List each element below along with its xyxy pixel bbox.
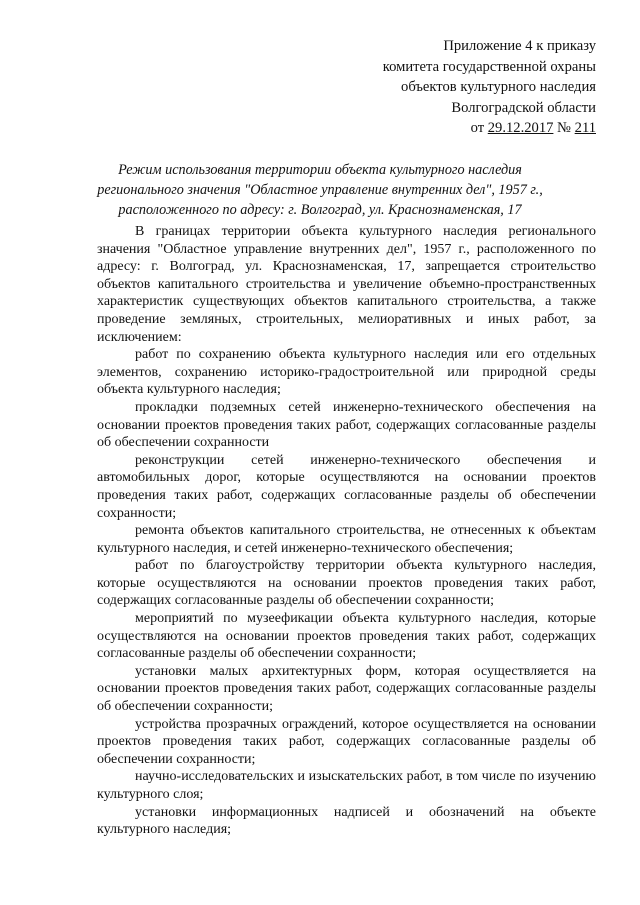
order-date-number-line bbox=[383, 118, 596, 139]
paragraph-item: научно-исследовательских и изыскательских работ, в том числе по изучению культурного слоя; bbox=[97, 769, 596, 802]
appendix-line-2: комитета государственной охраны bbox=[382, 58, 596, 75]
paragraph-item: работ по сохранению объекта культурного наследия или его отдельных элементов, сохранению историко-градостроительной или природной среды объекта культурного наследия; bbox=[97, 347, 596, 398]
paragraph-item: ремонта объектов капитального строительства, не отнесенных к объектам культурного наследия, и сетей инженерно-технического обеспечения; bbox=[97, 523, 596, 556]
appendix-header bbox=[383, 36, 596, 139]
order-date: 29.12.2017 bbox=[487, 120, 554, 136]
paragraph-item: установки малых архитектурных форм, которая осуществляется на основании проектов проведения таких работ, содержащих согласованные разделы об обеспечении сохранности; bbox=[97, 663, 596, 715]
title-line-2: регионального значения "Областное управление внутренних дел", 1957 г., bbox=[97, 182, 543, 198]
paragraph-item: работ по благоустройству территории объекта культурного наследия, которые осуществляются на основании проектов проведения таких работ, содержащих согласованные разделы об обеспечении сохранности; bbox=[97, 558, 596, 609]
paragraph-item: реконструкции сетей инженерно-технического обеспечения и автомобильных дорог, которые осуществляются на основании проектов проведения таких работ, содержащих согласованные разделы об обеспечении сохранности; bbox=[97, 452, 596, 521]
document-body bbox=[97, 223, 596, 839]
date-prefix: от bbox=[470, 120, 488, 136]
title-line-1: Режим использования территории объекта культурного наследия bbox=[118, 162, 522, 178]
document-title bbox=[70, 160, 570, 220]
appendix-line-4: Волгоградской области bbox=[451, 99, 596, 116]
number-sign: № bbox=[553, 120, 575, 136]
appendix-line-3: объектов культурного наследия bbox=[401, 79, 596, 95]
paragraph-item: мероприятий по музеефикации объекта культурного наследия, которые осуществляются на основании проектов проведения таких работ, содержащих согласованные разделы об обеспечении сохранности; bbox=[97, 611, 596, 662]
order-number: 211 bbox=[574, 120, 596, 136]
paragraph-item: установки информационных надписей и обозначений на объекте культурного наследия; bbox=[97, 804, 596, 838]
title-line-3: расположенного по адресу: г. Волгоград, ул. Краснознаменская, 17 bbox=[118, 202, 522, 218]
paragraph-item: прокладки подземных сетей инженерно-технического обеспечения на основании проектов проведения таких работ, содержащих согласованные разделы об обеспечении сохранности bbox=[97, 399, 596, 451]
paragraph-item: устройства прозрачных ограждений, которое осуществляется на основании проектов проведения таких работ, содержащих согласованные разделы об обеспечении сохранности; bbox=[97, 716, 596, 767]
appendix-line-1: Приложение 4 к приказу bbox=[443, 38, 596, 54]
paragraph-intro: В границах территории объекта культурного наследия регионального значения "Областное управление внутренних дел", 1957 г., расположенного по адресу: г. Волгоград, ул. Краснознаменская, 17, запрещается строительство объектов капитального строительства и увеличение объемно-пространственных характеристик существующих объектов капитального строительства, а также проведение земляных, строительных, мелиоративных и иных работ, за исключением: bbox=[97, 224, 596, 345]
